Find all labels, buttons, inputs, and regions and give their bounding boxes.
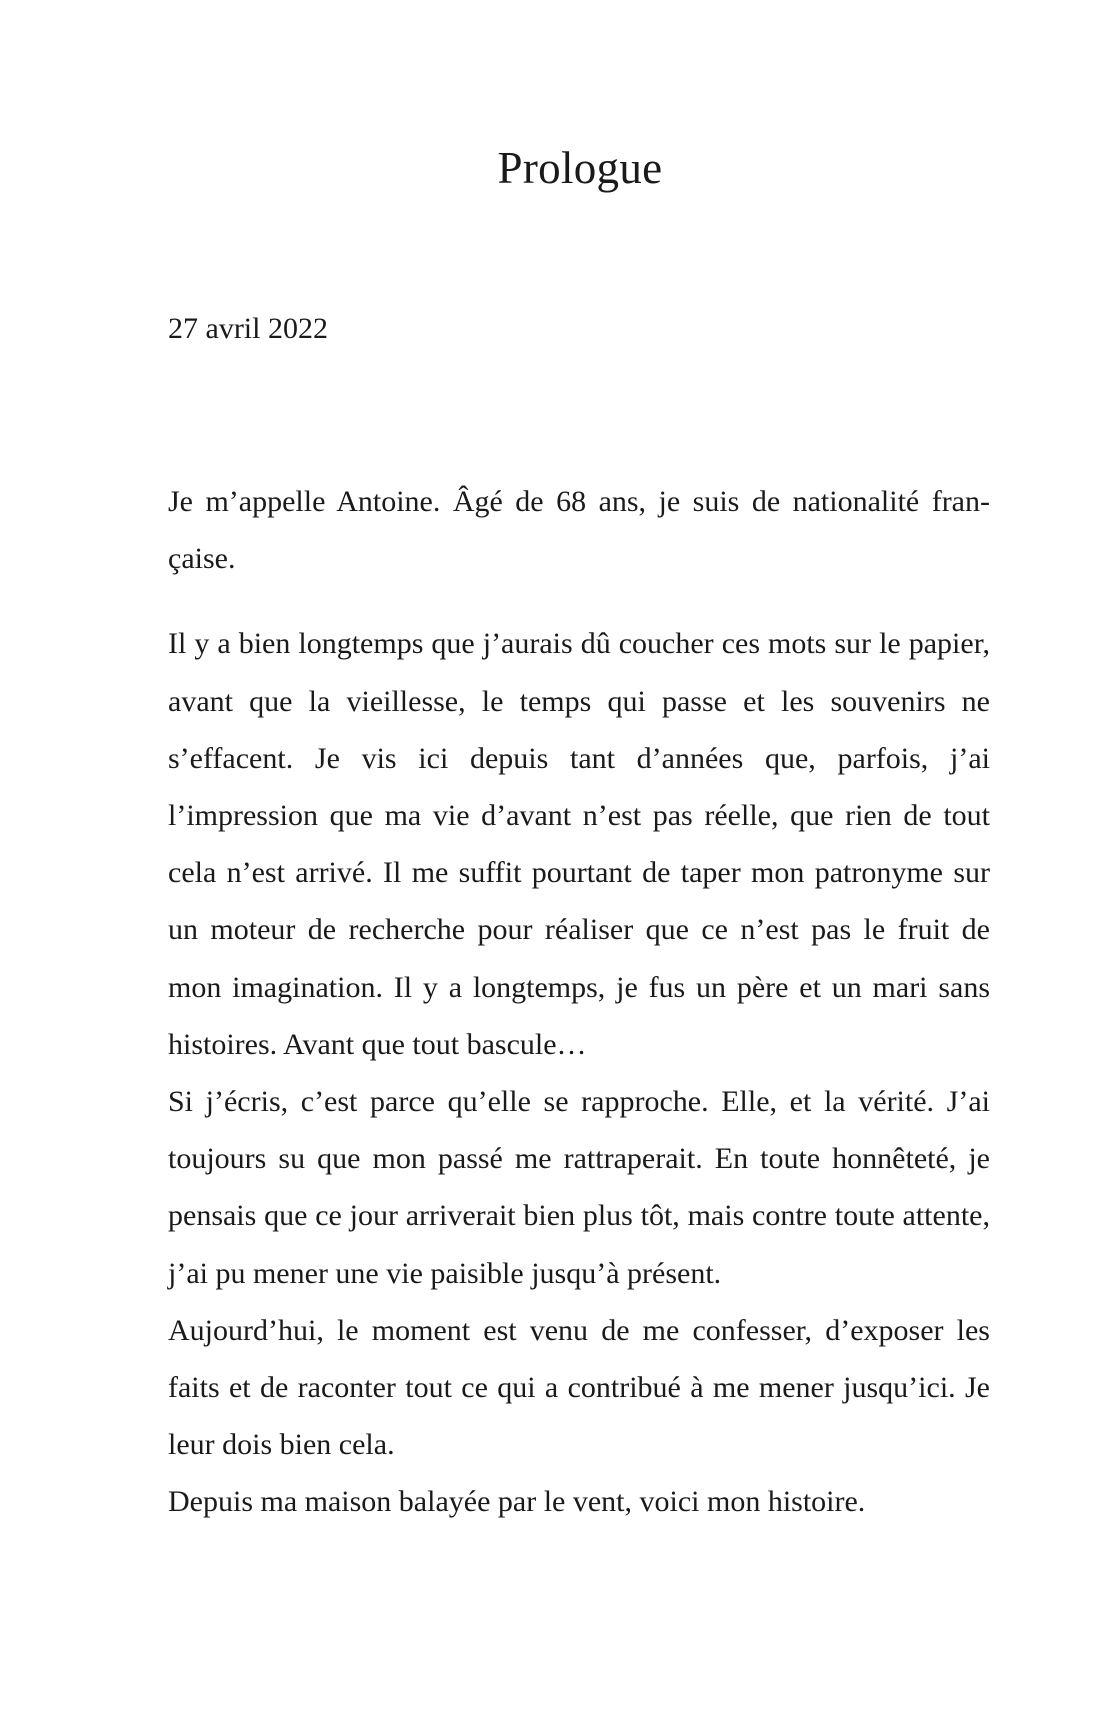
paragraph: Si j’écris, c’est parce qu’elle se rapproche. Elle, et la vérité. J’ai toujours su que mon passé me rattraperait. En toute honnêteté, je pensais que ce jour arriverait bien plus tôt, mais contre toute attente, j’ai pu mener une vie paisible jusqu’à présent. bbox=[168, 1085, 990, 1290]
body-text bbox=[168, 473, 990, 1531]
paragraph: Il y a bien longtemps que j’aurais dû coucher ces mots sur le papier, avant que la vieillesse, le temps qui passe et les souvenirs ne s’effacent. Je vis ici depuis tant d’années que, parfois, j’ai l’impression que ma vie d’avant n’est pas réelle, que rien de tout cela n’est arrivé. Il me suffit pourtant de taper mon patronyme sur un moteur de recherche pour réaliser que ce n’est pas le fruit de mon imagination. Il y a longtemps, je fus un père et un mari sans histoires. Avant que tout bascule… bbox=[168, 627, 990, 1061]
paragraph: Je m’appelle Antoine. Âgé de 68 ans, je suis de nationalité française. bbox=[168, 485, 990, 576]
chapter-title: Prologue bbox=[497, 143, 663, 193]
paragraph: Depuis ma maison balayée par le vent, voici mon histoire. bbox=[168, 1485, 866, 1519]
date-line: 27 avril 2022 bbox=[168, 312, 328, 345]
paragraph: Aujourd’hui, le moment est venu de me confesser, d’exposer les faits et de raconter tout ce qui a contribué à me mener jusqu’ici. Je leur dois bien cela. bbox=[168, 1313, 990, 1462]
